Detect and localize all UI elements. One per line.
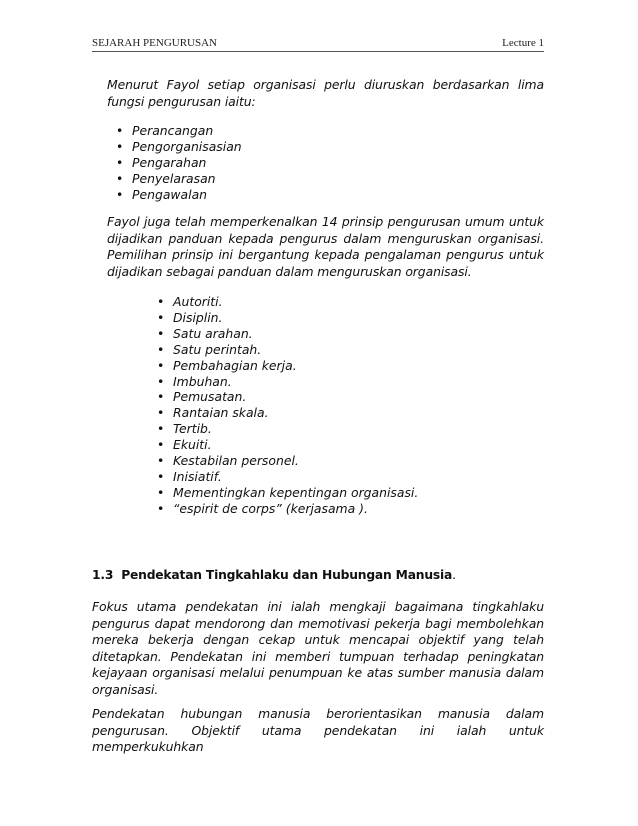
list-item: • Pembahagian kerja. (157, 358, 418, 374)
list-item: • Inisiatif. (157, 469, 418, 485)
paragraph-line (92, 706, 544, 723)
word: manusia (258, 706, 311, 721)
list-item: • “espirit de corps” (kerjasama ). (157, 501, 418, 517)
word: manusia (437, 706, 490, 721)
word: berorientasikan (326, 706, 422, 721)
list-item: • Disiplin. (157, 310, 418, 326)
list-item: • Rantaian skala. (157, 405, 418, 421)
word: hubungan (180, 706, 243, 721)
header-course-title: SEJARAH PENGURUSAN (92, 37, 217, 49)
paragraph-line: pengurusan. Objektif utama pendekatan ini ialah untuk memperkukuhkan (92, 722, 544, 755)
list-item: • Tertib. (157, 421, 418, 437)
word: Pendekatan (92, 706, 165, 721)
word: dalam (505, 706, 544, 721)
list-item: • Satu perintah. (157, 342, 418, 358)
section-title-period: . (452, 568, 456, 582)
principles-list (157, 294, 418, 517)
list-item: • Imbuhan. (157, 374, 418, 390)
section-number: 1.3 (92, 568, 114, 582)
management-functions-list (116, 123, 242, 203)
section-title: Pendekatan Tingkahlaku dan Hubungan Manusia (121, 568, 453, 582)
list-item: • Ekuiti. (157, 437, 418, 453)
list-item: • Pengawalan (116, 187, 242, 203)
body-paragraph: Fokus utama pendekatan ini ialah mengkaji bagaimana tingkahlaku pengurus dapat mendorong dan memotivasi pekerja bagi membolehkan mereka bekerja dengan cekap untuk mencapai objektif yang telah ditetapkan. Pendekatan ini memberi tumpuan terhadap peningkatan kejayaan organisasi melalui penumpuan ke atas sumber manusia dalam organisasi. (92, 599, 544, 697)
list-item: • Penyelarasan (116, 171, 242, 187)
list-item: • Autoriti. (157, 294, 418, 310)
intro-paragraph: Menurut Fayol setiap organisasi perlu diuruskan berdasarkan lima fungsi pengurusan iaitu: (107, 77, 544, 109)
list-item: • Mementingkan kepentingan organisasi. (157, 485, 418, 501)
body-paragraph-2 (92, 706, 544, 756)
list-item: • Pengorganisasian (116, 139, 242, 155)
list-item: • Pengarahan (116, 155, 242, 171)
list-item: • Kestabilan personel. (157, 453, 418, 469)
header-lecture-label: Lecture 1 (502, 37, 544, 49)
page-header (92, 37, 544, 52)
list-item: • Satu arahan. (157, 326, 418, 342)
principles-intro-paragraph: Fayol juga telah memperkenalkan 14 prinsip pengurusan umum untuk dijadikan panduan kepada pengurus dalam menguruskan organisasi. Pemilihan prinsip ini bergantung kepada pengalaman pengurus untuk dijadikan sebagai panduan dalam menguruskan organisasi. (107, 214, 544, 279)
section-heading (92, 568, 456, 582)
list-item: • Pemusatan. (157, 389, 418, 405)
list-item: • Perancangan (116, 123, 242, 139)
